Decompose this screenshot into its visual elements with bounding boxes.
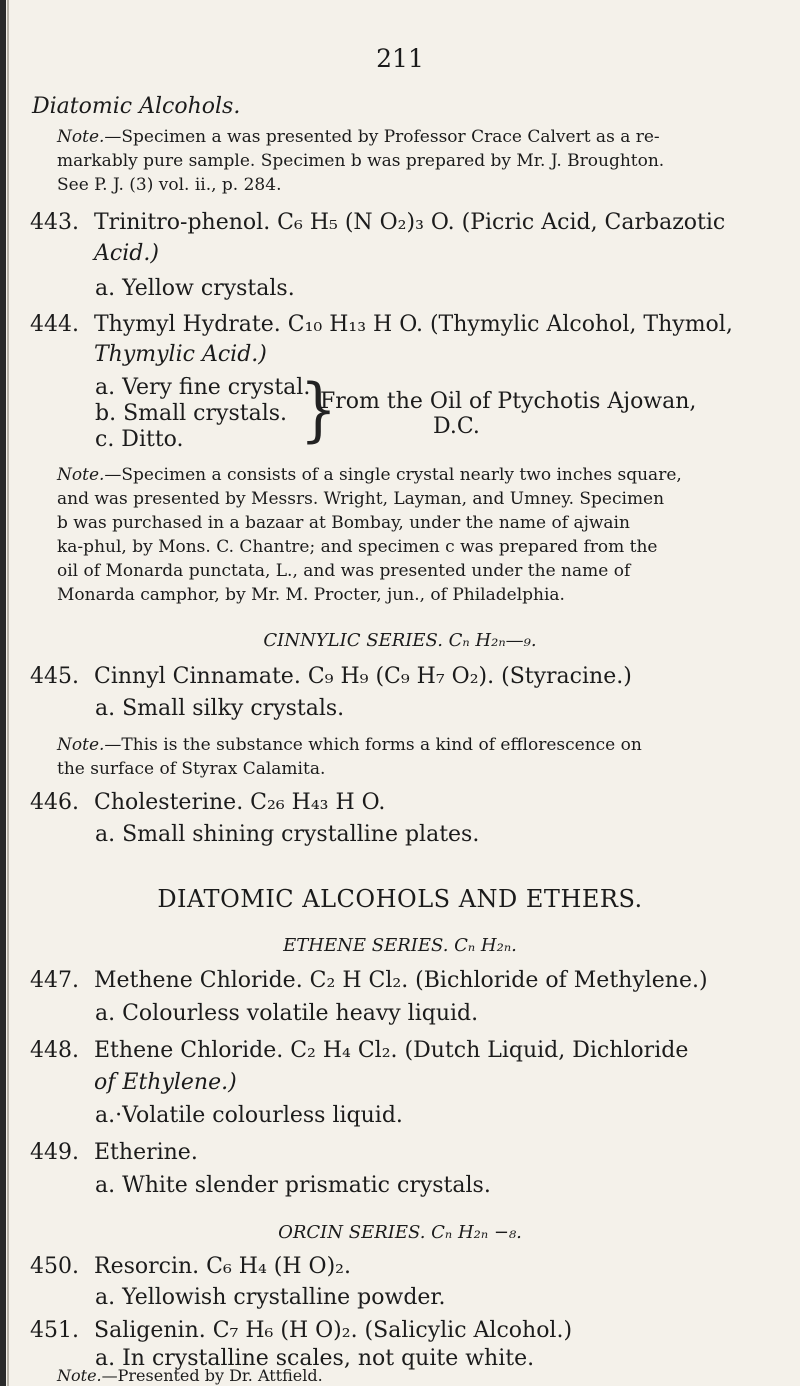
note-text: —This is the substance which forms a kind of efflorescence on [104,735,642,755]
entry-number: 443. [30,210,79,235]
cinnylic-series-heading: CINNYLIC SERIES. Cₙ H₂ₙ—₉. [263,630,537,651]
entry-444-note-2: and was presented by Messrs. Wright, Layman, and Umney. Specimen [57,489,665,509]
entry-450-item-a: a. Yellowish crystalline powder. [95,1285,446,1310]
entry-444-note-4: ka-phul, by Mons. C. Chantre; and specimen c was prepared from the [57,537,658,557]
entry-445-note-1 [57,735,642,755]
note-text: —Specimen a was presented by Professor Crace Calvert as a re- [104,127,660,147]
entry-title: Cinnyl Cinnamate. C₉ H₉ (C₉ H₇ O₂). (Styracine.) [94,664,632,689]
entry-444-source: From the Oil of Ptychotis Ajowan, [320,389,697,414]
entry-448-item-a: a.·Volatile colourless liquid. [95,1103,403,1128]
entry-title: Etherine. [94,1140,198,1165]
page-number: 211 [376,44,424,73]
entry-number: 445. [30,664,79,689]
main-heading: DIATOMIC ALCOHOLS AND ETHERS. [157,885,643,913]
entry-443-cont: Acid.) [94,241,159,266]
page-binding-shadow [7,0,9,1386]
entry-443-item-a: a. Yellow crystals. [95,276,295,301]
entry-447 [30,968,708,993]
entry-number: 450. [30,1254,79,1279]
entry-title: Saligenin. C₇ H₆ (H O)₂. (Salicylic Alcohol.) [94,1318,573,1343]
entry-445-note-2: the surface of Styrax Calamita. [57,759,326,779]
entry-title: Thymyl Hydrate. C₁₀ H₁₃ H O. (Thymylic Alcohol, Thymol, [94,312,733,337]
entry-number: 449. [30,1140,79,1165]
entry-number: 448. [30,1038,79,1063]
intro-note-line-1 [57,127,660,147]
entry-number: 447. [30,968,79,993]
right-brace: } [300,368,337,450]
entry-451-item-a: a. In crystalline scales, not quite white. [95,1346,535,1371]
entry-title: Resorcin. C₆ H₄ (H O)₂. [94,1254,351,1279]
entry-444 [30,312,733,337]
entry-445-item-a: a. Small silky crystals. [95,696,345,721]
entry-444-note-5: oil of Monarda punctata, L., and was presented under the name of [57,561,631,581]
entry-449-item-a: a. White slender prismatic crystals. [95,1173,491,1198]
entry-449 [30,1140,198,1165]
entry-title: Cholesterine. C₂₆ H₄₃ H O. [94,790,386,815]
entry-451-note [57,1366,323,1385]
note-text: —Presented by Dr. Attfield. [101,1366,323,1385]
entry-444-item-b: b. Small crystals. [95,401,288,426]
entry-444-cont: Thymylic Acid.) [94,342,267,367]
entry-number: 444. [30,312,79,337]
entry-446 [30,790,385,815]
entry-number: 446. [30,790,79,815]
note-label: Note. [57,735,105,755]
entry-title: Ethene Chloride. C₂ H₄ Cl₂. (Dutch Liquid, Dichloride [94,1038,689,1063]
note-label: Note. [57,127,105,147]
entry-title: Methene Chloride. C₂ H Cl₂. (Bichloride of Methylene.) [94,968,708,993]
section-heading: Diatomic Alcohols. [32,94,241,119]
intro-note-line-3: See P. J. (3) vol. ii., p. 284. [57,175,282,195]
note-label: Note. [57,465,105,485]
ethene-series-heading: ETHENE SERIES. Cₙ H₂ₙ. [283,935,517,956]
entry-444-item-a: a. Very fine crystal. [95,375,311,400]
entry-444-note-1 [57,465,682,485]
entry-number: 451. [30,1318,79,1343]
entry-444-note-6: Monarda camphor, by Mr. M. Procter, jun., of Philadelphia. [57,585,565,605]
entry-446-item-a: a. Small shining crystalline plates. [95,822,480,847]
note-text: —Specimen a consists of a single crystal nearly two inches square, [104,465,682,485]
entry-444-note-3: b was purchased in a bazaar at Bombay, under the name of ajwain [57,513,630,533]
intro-note-line-2: markably pure sample. Specimen b was prepared by Mr. J. Broughton. [57,151,665,171]
page-binding-edge [0,0,6,1386]
entry-448-cont: of Ethylene.) [94,1070,237,1095]
entry-447-item-a: a. Colourless volatile heavy liquid. [95,1001,479,1026]
entry-444-source-authority: D.C. [433,414,480,439]
entry-448 [30,1038,688,1063]
entry-444-item-c: c. Ditto. [95,427,184,452]
entry-445 [30,664,632,689]
entry-443 [30,210,725,235]
note-label: Note. [57,1366,102,1385]
entry-451 [30,1318,572,1343]
entry-title: Trinitro-phenol. C₆ H₅ (N O₂)₃ O. (Picric Acid, Carbazotic [94,210,726,235]
entry-450 [30,1254,351,1279]
orcin-series-heading: ORCIN SERIES. Cₙ H₂ₙ −₈. [278,1222,522,1243]
